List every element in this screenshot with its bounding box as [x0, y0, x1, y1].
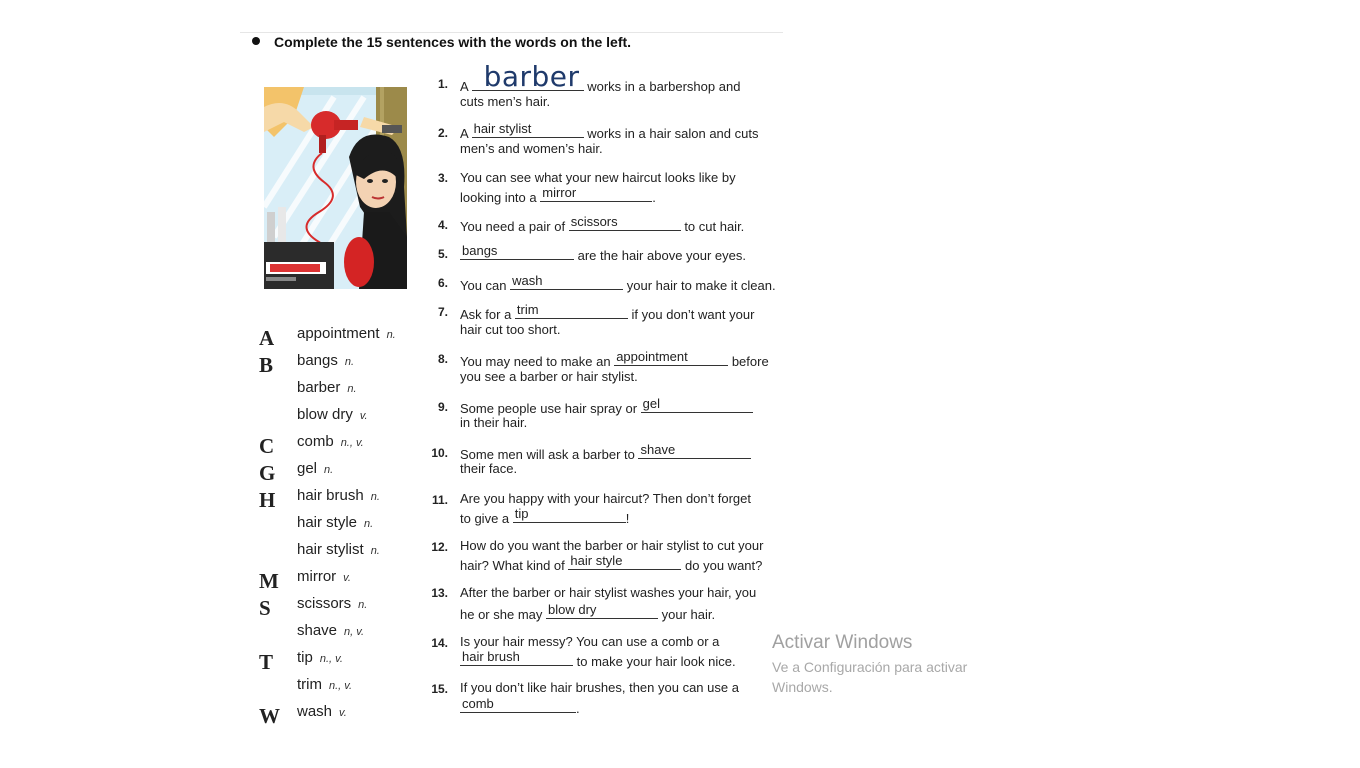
answer-text: tip [514, 506, 529, 521]
answer-text: trim [516, 302, 539, 317]
answer-text: scissors [570, 214, 618, 229]
answer-text: bangs [462, 243, 498, 258]
answer-blank[interactable] [614, 351, 728, 366]
sentence-number: 5. [437, 247, 448, 261]
sentence-7: Ask for a trim if you don’t want your [460, 302, 755, 322]
word-list-letter: A [259, 326, 275, 350]
word-list-item: hair style n. [297, 514, 374, 531]
sentence-7-line2: hair cut too short. [460, 322, 561, 337]
answer-text: gel [642, 396, 661, 411]
answer-blank[interactable] [510, 275, 623, 290]
answer-text: wash [512, 273, 543, 288]
sentence-number: 14. [431, 636, 448, 650]
word-list-letter: T [259, 650, 274, 674]
sentence-15: comb . [462, 696, 580, 716]
activation-watermark-title: Activar Windows [772, 632, 913, 653]
sentence-1-line2: cuts men’s hair. [460, 94, 551, 109]
word-list-letter: M [259, 569, 279, 593]
word-list-item: comb n., v. [297, 433, 364, 450]
word-list-letter: G [259, 461, 276, 485]
word-list-item: wash v. [297, 703, 347, 720]
sentence-number: 7. [437, 305, 448, 319]
answer-text: hair style [570, 553, 623, 568]
instruction: Complete the 15 sentences with the words on the left. [252, 34, 631, 50]
sentence-number: 10. [431, 446, 448, 460]
sentence-10: Some men will ask a barber to shave [460, 444, 751, 462]
sentence-6: You can wash your hair to make it clean. [460, 273, 776, 293]
sentence-1: A barber works in a barbershop and [460, 60, 741, 94]
word-list-item: blow dry v. [297, 406, 368, 423]
answer-text: shave [640, 442, 676, 457]
sentence-3-line1: You can see what your new haircut looks like by [460, 170, 736, 185]
sentence-3: looking into a mirror . [460, 185, 656, 205]
word-list-item: bangs n. [297, 352, 355, 369]
sentence-9-line2: in their hair. [460, 415, 528, 430]
activation-watermark-subtitle: Ve a Configuración para activar Windows. [772, 659, 968, 695]
sentence-14: hair brush to make your hair look nice. [462, 649, 736, 669]
sentence-15-line1: If you don’t like hair brushes, then you can use a [460, 680, 739, 695]
answer-text: hair stylist [473, 121, 532, 136]
answer-blank[interactable] [540, 187, 652, 202]
barber-illustration [264, 87, 407, 289]
answer-blank[interactable] [515, 304, 628, 319]
answer-text: blow dry [548, 602, 597, 617]
sentence-8-line2: you see a barber or hair stylist. [460, 369, 638, 384]
word-list-letter: W [259, 704, 280, 728]
sentence-number: 13. [431, 586, 448, 600]
sentence-number: 1. [437, 77, 448, 91]
sentence-4: You need a pair of scissors to cut hair. [460, 214, 745, 234]
answer-blank[interactable] [568, 555, 681, 570]
sentence-5: bangs are the hair above your eyes. [462, 243, 747, 263]
answer-text: appointment [616, 349, 688, 364]
sentence-13: he or she may blow dry your hair. [460, 602, 716, 622]
sentence-number: 12. [431, 540, 448, 554]
answer-text: hair brush [462, 649, 520, 664]
sentence-13-line1: After the barber or hair stylist washes your hair, you [460, 585, 757, 600]
answer-blank[interactable] [472, 60, 584, 93]
word-list-item: tip n., v. [297, 649, 343, 666]
sentence-number: 3. [437, 171, 448, 185]
word-list-item: gel n. [297, 460, 334, 477]
answer-text: comb [462, 696, 494, 711]
answer-blank[interactable] [641, 398, 753, 413]
answer-blank[interactable] [546, 604, 658, 619]
word-list-letter: C [259, 434, 275, 458]
answer-blank[interactable] [513, 508, 626, 523]
word-list-item: appointment n. [297, 325, 396, 342]
top-rule [240, 32, 783, 33]
answer-text: mirror [542, 185, 577, 200]
answer-blank[interactable] [472, 123, 584, 138]
word-list-item: barber n. [297, 379, 357, 396]
sentence-number: 15. [431, 682, 448, 696]
sentence-12-line1: How do you want the barber or hair stylist to cut your [460, 538, 764, 553]
word-list-letter: H [259, 488, 276, 512]
answer-text: barber [483, 60, 580, 93]
sentence-9: Some people use hair spray or gel [460, 398, 753, 416]
sentence-number: 6. [437, 276, 448, 290]
sentence-11: to give a tip ! [460, 506, 630, 526]
sentence-number: 4. [437, 218, 448, 232]
sentence-number: 11. [431, 493, 448, 507]
word-list-letter: B [259, 353, 274, 377]
sentence-14-line1: Is your hair messy? You can use a comb or a [460, 634, 720, 649]
sentence-number: 8. [437, 352, 448, 366]
word-list-item: hair brush n. [297, 487, 380, 504]
sentence-2: A hair stylist works in a hair salon and cuts [460, 121, 759, 141]
sentence-8: You may need to make an appointment before [460, 349, 769, 369]
sentence-number: 9. [437, 400, 448, 414]
answer-blank[interactable] [569, 216, 681, 231]
sentence-number: 2. [437, 126, 448, 140]
word-list-item: scissors n. [297, 595, 368, 612]
word-list-item: trim n., v. [297, 676, 353, 693]
sentence-2-line2: men’s and women’s hair. [460, 141, 603, 156]
answer-blank[interactable] [460, 651, 573, 666]
word-list-letter: S [259, 596, 271, 620]
sentence-11-line1: Are you happy with your haircut? Then don’t forget [460, 491, 751, 506]
bullet-icon [252, 37, 260, 45]
word-list-item: shave n, v. [297, 622, 365, 639]
answer-blank[interactable] [460, 698, 576, 713]
word-list-item: mirror v. [297, 568, 351, 585]
sentence-12: hair? What kind of hair style do you want? [460, 553, 763, 573]
answer-blank[interactable] [460, 245, 574, 260]
word-list-item: hair stylist n. [297, 541, 380, 558]
answer-blank[interactable] [638, 444, 751, 459]
sentence-10-line2: their face. [460, 461, 518, 476]
